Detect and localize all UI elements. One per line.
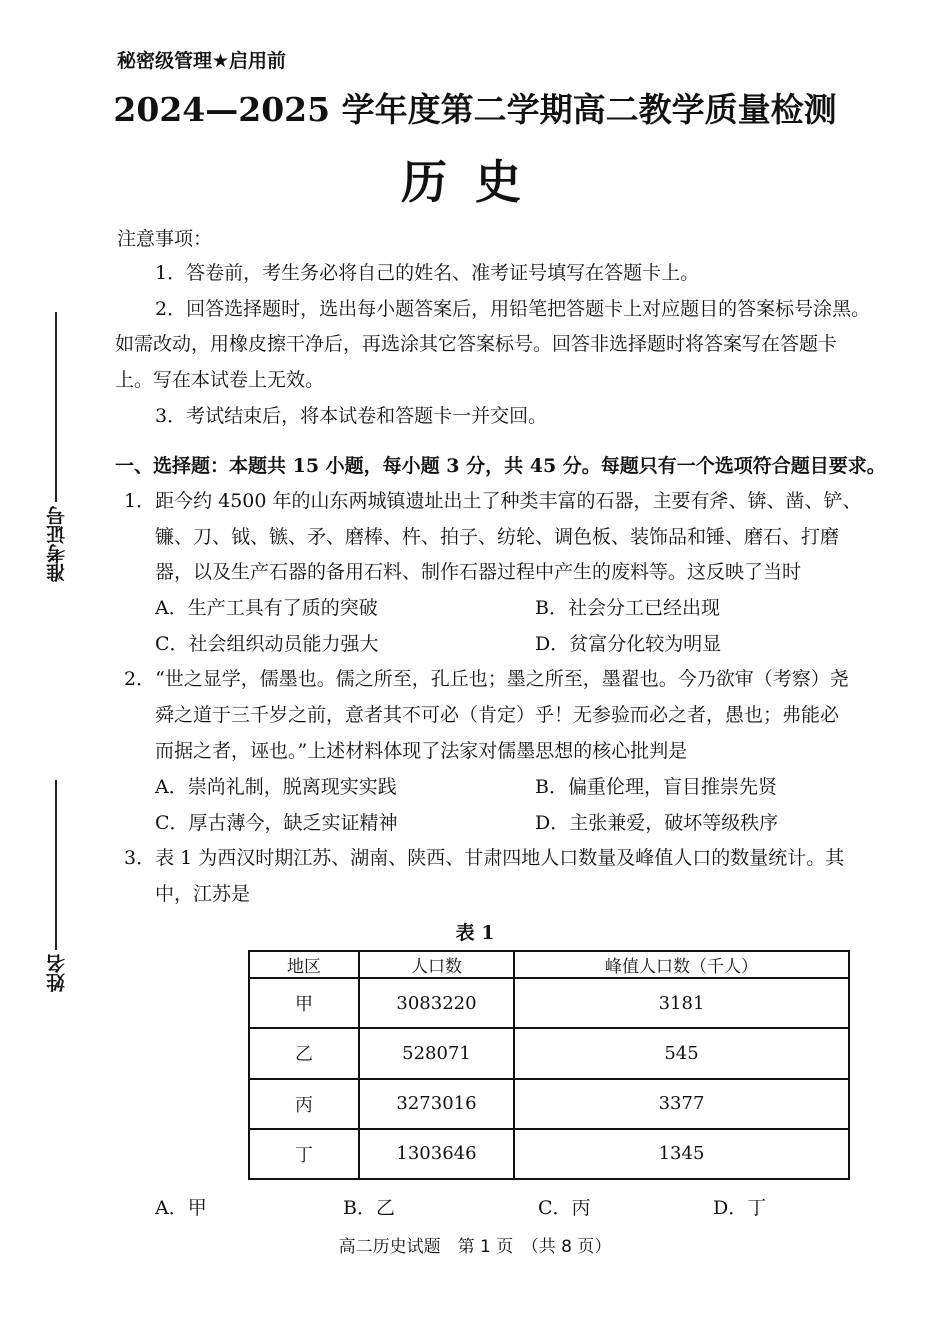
exam-title: 2024—2025 学年度第二学期高二教学质量检测 <box>113 90 837 129</box>
q3-option-b: B．乙 <box>343 1197 395 1219</box>
cell-peak: 3181 <box>514 978 849 1028</box>
table-caption: 表 1 <box>455 922 495 944</box>
q3-stem-2: 中，江苏是 <box>155 883 251 905</box>
subject-title: 历史 <box>401 155 549 209</box>
header-peak: 峰值人口数（千人） <box>514 951 849 978</box>
cell-population: 3083220 <box>359 978 514 1028</box>
q2-option-c: C．厚古薄今，缺乏实证精神 <box>155 812 398 834</box>
cell-region: 甲 <box>249 978 359 1028</box>
q3-option-c: C．丙 <box>538 1197 591 1219</box>
cell-region: 丙 <box>249 1079 359 1129</box>
q2-option-d: D．主张兼爱，破坏等级秩序 <box>535 812 779 834</box>
q2-option-b: B．偏重伦理，盲目推崇先贤 <box>535 776 777 798</box>
cell-population: 528071 <box>359 1028 514 1078</box>
name-label: 姓名 <box>45 954 68 992</box>
q1-option-a: A．生产工具有了质的突破 <box>155 597 378 619</box>
table-row <box>249 1079 849 1129</box>
q1-option-c: C．社会组织动员能力强大 <box>155 633 379 655</box>
header-population: 人口数 <box>359 951 514 978</box>
q2-stem-1: 2．“世之显学，儒墨也。儒之所至，孔丘也；墨之所至，墨翟也。今乃欲审（考察）尧 <box>124 668 849 690</box>
table-row <box>249 978 849 1028</box>
q1-option-b: B．社会分工已经出现 <box>535 597 720 619</box>
cell-peak: 1345 <box>514 1129 849 1179</box>
table-header-row <box>249 951 849 978</box>
notice-item-1: 1．答卷前，考生务必将自己的姓名、准考证号填写在答题卡上。 <box>155 262 700 284</box>
cell-peak: 545 <box>514 1028 849 1078</box>
cell-region: 乙 <box>249 1028 359 1078</box>
notice-item-2-cont: 如需改动，用橡皮擦干净后，再选涂其它答案标号。回答非选择题时将答案写在答题卡 <box>115 333 838 355</box>
cell-region: 丁 <box>249 1129 359 1179</box>
cell-peak: 3377 <box>514 1079 849 1129</box>
q1-stem-1: 1．距今约 4500 年的山东两城镇遗址出土了种类丰富的石器，主要有斧、锛、凿、铲、 <box>124 490 862 512</box>
exam-number-line <box>55 312 57 502</box>
q2-option-a: A．崇尚礼制，脱离现实实践 <box>155 776 397 798</box>
population-table <box>248 950 850 1180</box>
q1-option-d: D．贫富分化较为明显 <box>535 633 722 655</box>
q1-stem-3: 器，以及生产石器的备用石料、制作石器过程中产生的废料等。这反映了当时 <box>155 561 802 583</box>
name-field[interactable] <box>36 780 76 996</box>
table-row <box>249 1129 849 1179</box>
cell-population: 1303646 <box>359 1129 514 1179</box>
header-region: 地区 <box>249 951 359 978</box>
exam-number-label: 准考证号 <box>45 506 68 582</box>
q3-option-d: D．丁 <box>713 1197 767 1219</box>
section-heading: 一、选择题：本题共 15 小题，每小题 3 分，共 45 分。每题只有一个选项符合题目要求。 <box>115 455 886 477</box>
q3-stem-1: 3．表 1 为西汉时期江苏、湖南、陕西、甘肃四地人口数量及峰值人口的数量统计。其 <box>124 847 845 869</box>
exam-number-field[interactable] <box>36 312 76 586</box>
notice-item-2-end: 上。写在本试卷上无效。 <box>115 369 325 391</box>
notice-item-2: 2．回答选择题时，选出每小题答案后，用铅笔把答题卡上对应题目的答案标号涂黑。 <box>155 298 871 320</box>
cell-population: 3273016 <box>359 1079 514 1129</box>
notice-item-3: 3．考试结束后，将本试卷和答题卡一并交回。 <box>155 405 548 427</box>
q1-stem-2: 镰、刀、钺、镞、矛、磨棒、杵、拍子、纺轮、调色板、装饰品和锤、磨石、打磨 <box>155 526 840 548</box>
table-row <box>249 1028 849 1078</box>
q2-stem-3: 而据之者，诬也。”上述材料体现了法家对儒墨思想的核心批判是 <box>155 740 688 762</box>
q2-stem-2: 舜之道于三千岁之前，意者其不可必（肯定）乎！无参验而必之者，愚也；弗能必 <box>155 704 840 726</box>
notice-heading: 注意事项： <box>117 228 213 250</box>
page-footer: 高二历史试题 第 1 页 （共 8 页） <box>338 1237 612 1257</box>
confidential-mark: 秘密级管理★启用前 <box>117 50 287 72</box>
q3-option-a: A．甲 <box>155 1197 207 1219</box>
